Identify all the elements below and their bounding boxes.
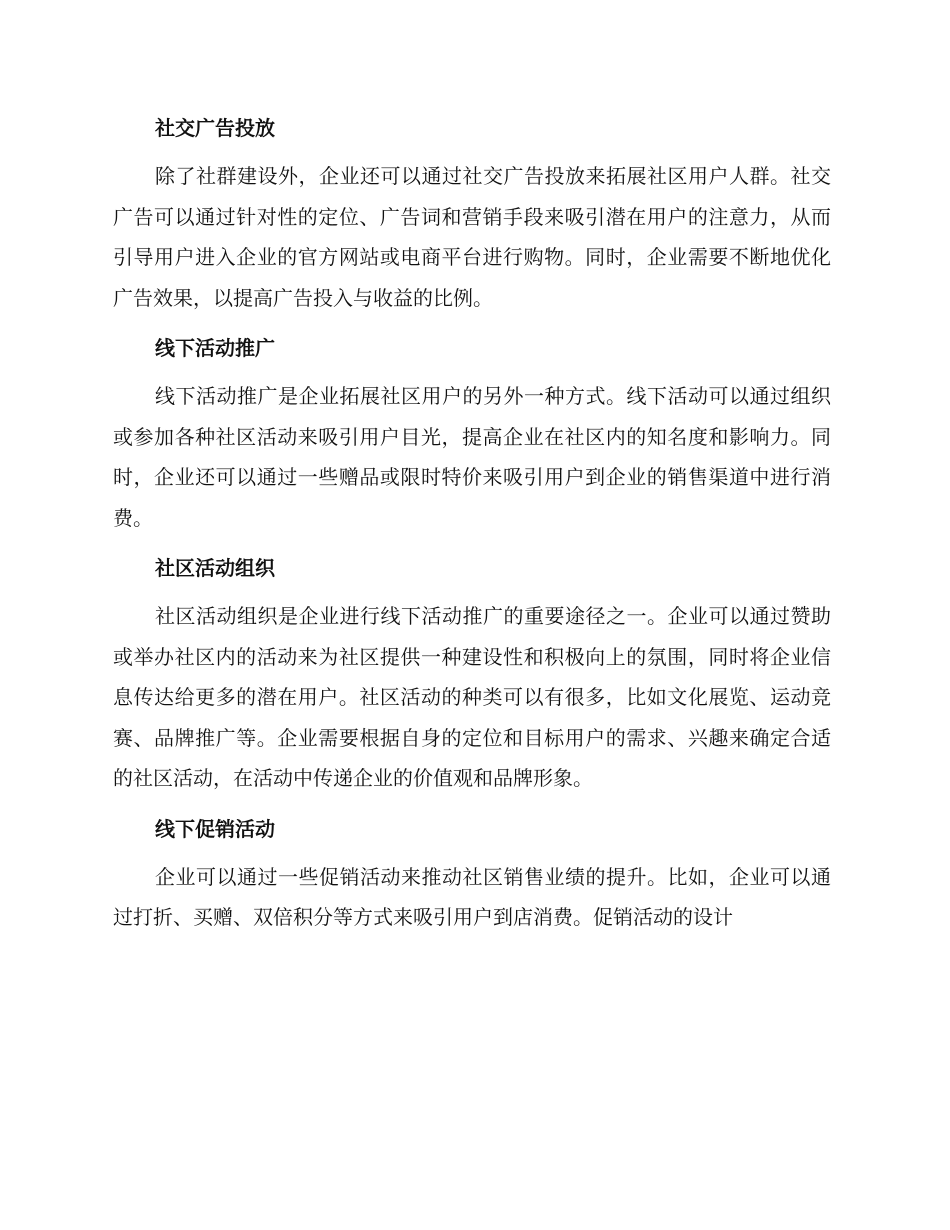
section-community-events — [113, 548, 831, 799]
section-heading: 社交广告投放 — [155, 116, 275, 140]
section-heading: 线下活动推广 — [155, 336, 275, 360]
section-heading: 社区活动组织 — [155, 556, 275, 580]
section-paragraph: 企业可以通过一些促销活动来推动社区销售业绩的提升。比如，企业可以通过打折、买赠、双倍积分等方式来吸引用户到店消费。促销活动的设计 — [113, 864, 831, 929]
section-offline-sales — [113, 809, 831, 938]
section-offline-promotion — [113, 328, 831, 538]
section-heading: 线下促销活动 — [155, 816, 275, 841]
section-social-ads — [113, 108, 831, 318]
section-paragraph: 社区活动组织是企业进行线下活动推广的重要途径之一。企业可以通过赞助或举办社区内的活动来为社区提供一种建设性和积极向上的氛围，同时将企业信息传达给更多的潜在用户。社区活动的种类可以有很多，比如文化展览、运动竞赛、品牌推广等。企业需要根据自身的定位和目标用户的需求、兴趣来确定合适的社区活动，在活动中传递企业的价值观和品牌形象。 — [113, 604, 831, 790]
document-page — [113, 108, 831, 948]
section-paragraph: 线下活动推广是企业拓展社区用户的另外一种方式。线下活动可以通过组织或参加各种社区活动来吸引用户目光，提高企业在社区内的知名度和影响力。同时，企业还可以通过一些赠品或限时特价来吸引用户到企业的销售渠道中进行消费。 — [113, 384, 831, 530]
section-paragraph: 除了社群建设外，企业还可以通过社交广告投放来拓展社区用户人群。社交广告可以通过针对性的定位、广告词和营销手段来吸引潜在用户的注意力，从而引导用户进入企业的官方网站或电商平台进行购物。同时，企业需要不断地优化广告效果，以提高广告投入与收益的比例。 — [113, 164, 831, 310]
